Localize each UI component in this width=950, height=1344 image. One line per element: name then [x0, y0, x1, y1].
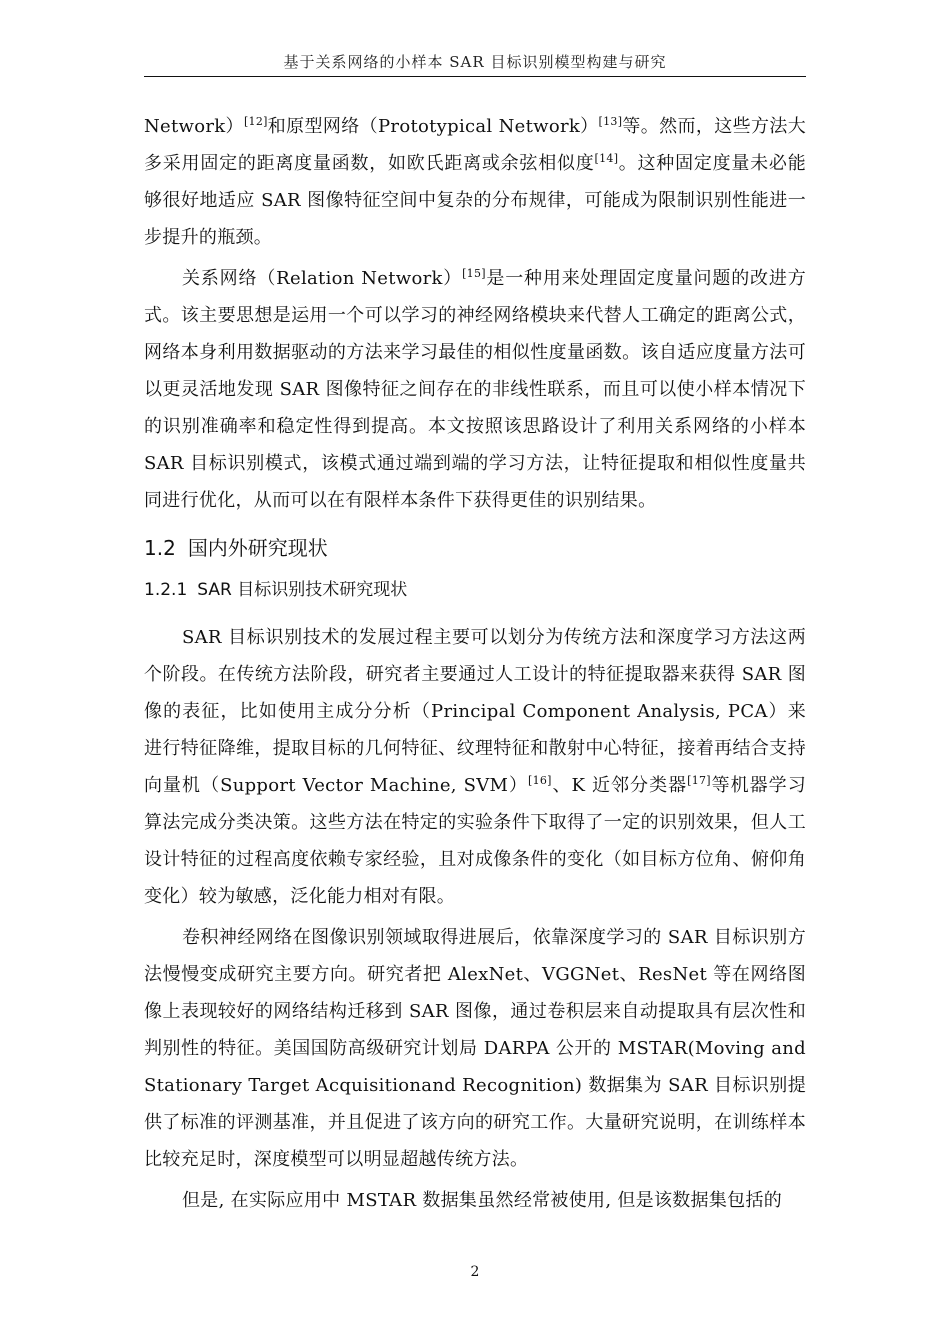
- citation-12: [12]: [243, 115, 268, 128]
- text-run: 、K 近邻分类器: [551, 775, 688, 796]
- text-run: 是一种用来处理固定度量问题的改进方式。该主要思想是运用一个可以学习的神经网络模块来代替人工确定的距离公式，网络本身利用数据驱动的方法来学习最佳的相似性度量函数。该自适应度量方法可以更灵活地发现 SAR 图像特征之间存在的非线性联系，而且可以使小样本情况下的识别准确率和稳定性得到提高。本文按照该思路设计了利用关系网络的小样本 SAR 目标识别模式，该模式通过端到端的学习方法，让特征提取和相似性度量共同进行优化，从而可以在有限样本条件下获得更佳的识别结果。: [144, 268, 806, 511]
- text-run: 卷积神经网络在图像识别领域取得进展后，依靠深度学习的 SAR 目标识别方法慢慢变成研究主要方向。研究者把 AlexNet、VGGNet、ResNet 等在网络图像上表现较好的网络结构迁移到 SAR 图像，通过卷积层来自动提取具有层次性和判别性的特征。美国国防高级研究计划局 DARPA 公开的 MSTAR(Moving and Stationary Target Acquisitionand Recognition) 数据集为 SAR 目标识别提供了标准的评测基准，并且促进了该方向的研究工作。大量研究说明，在训练样本比较充足时，深度模型可以明显超越传统方法。: [144, 927, 806, 1170]
- paragraph-deep-learning: [144, 919, 806, 1178]
- paragraph-metric-learning: [144, 108, 806, 256]
- paragraph-traditional-methods: [144, 619, 806, 915]
- section-title: 国内外研究现状: [187, 536, 328, 560]
- text-run: 等。然而，这些方法大多采用固定的距离度量函数，如欧氏距离或余弦相似度: [144, 116, 806, 174]
- text-run: Network）: [144, 116, 244, 137]
- text-run: 关系网络（Relation Network）: [182, 268, 463, 289]
- text-run: 但是, 在实际应用中 MSTAR 数据集虽然经常被使用, 但是该数据集包括的: [182, 1190, 783, 1211]
- citation-13: [13]: [598, 115, 623, 128]
- header-rule: [144, 76, 806, 77]
- section-number: 1.2: [144, 536, 176, 560]
- section-heading: [144, 531, 806, 565]
- subsection-heading: [144, 573, 806, 607]
- running-header: 基于关系网络的小样本 SAR 目标识别模型构建与研究: [283, 53, 667, 71]
- text-run: 和原型网络（Prototypical Network）: [267, 116, 599, 137]
- page-number: 2: [470, 1264, 480, 1280]
- citation-15: [15]: [462, 267, 486, 280]
- paragraph-relation-network: [144, 260, 806, 519]
- paragraph-mstar-limitation: [144, 1182, 806, 1219]
- citation-16: [16]: [527, 774, 552, 787]
- subsection-number: 1.2.1: [144, 580, 188, 600]
- citation-14: [14]: [594, 152, 619, 165]
- text-run: SAR 目标识别技术的发展过程主要可以划分为传统方法和深度学习方法这两个阶段。在传统方法阶段，研究者主要通过人工设计的特征提取器来获得 SAR 图像的表征，比如使用主成分分析（Principal Component Analysis, PCA）来进行特征降维，提取目标的几何特征、纹理特征和散射中心特征，接着再结合支持向量机（Support Vector Machine, SVM）: [144, 627, 806, 796]
- subsection-title: SAR 目标识别技术研究现状: [197, 580, 408, 600]
- text-run: 。这种固定度量未必能够很好地适应 SAR 图像特征空间中复杂的分布规律，可能成为限制识别性能进一步提升的瓶颈。: [144, 153, 807, 248]
- text-run: 等机器学习算法完成分类决策。这些方法在特定的实验条件下取得了一定的识别效果，但人工设计特征的过程高度依赖专家经验，且对成像条件的变化（如目标方位角、俯仰角变化）较为敏感，泛化能力相对有限。: [144, 775, 806, 907]
- page-content: [144, 108, 806, 1223]
- citation-17: [17]: [687, 774, 711, 787]
